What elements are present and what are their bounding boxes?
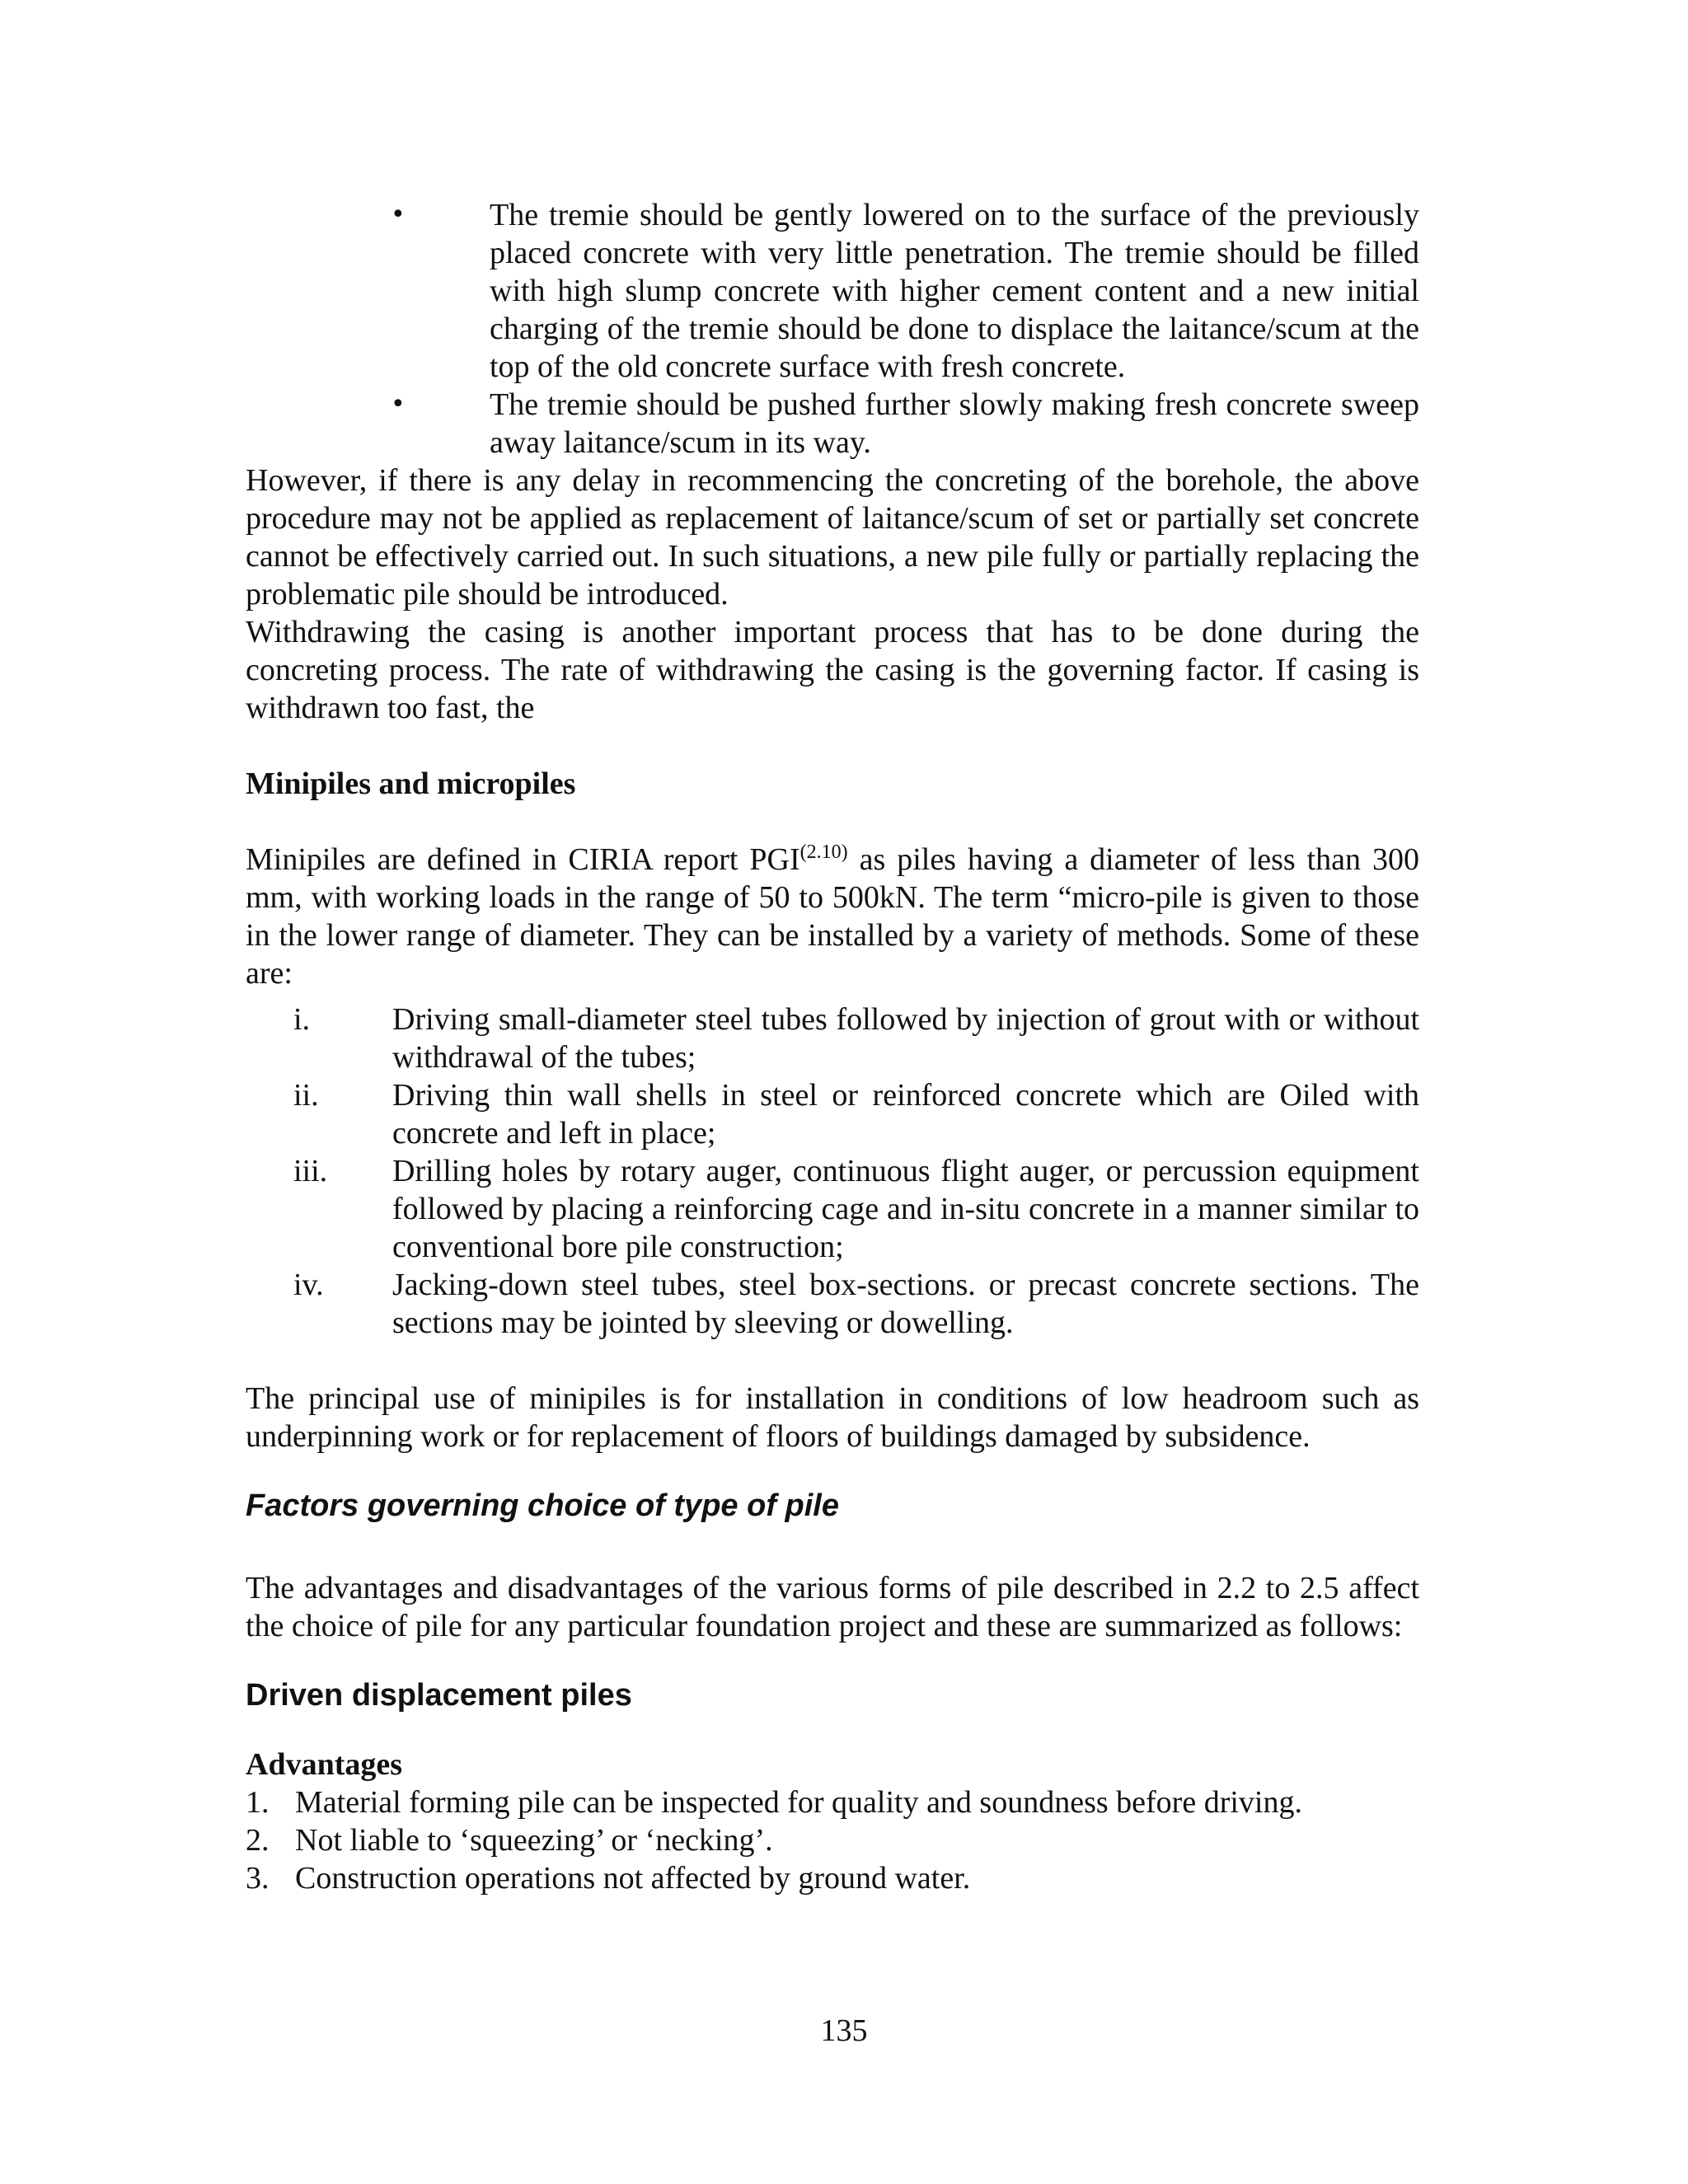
page-content	[246, 196, 1419, 1897]
list-item	[246, 1266, 1419, 1342]
advantages-list	[246, 1783, 1419, 1897]
list-marker: ii.	[293, 1078, 319, 1113]
list-item	[246, 1076, 1419, 1152]
paragraph-withdraw-casing: Withdrawing the casing is another important process that has to be done during the concreting process. The rate of withdrawing the casing is the governing factor. If casing is withdrawn too fast, the	[246, 615, 1419, 725]
installation-methods-list	[246, 1001, 1419, 1342]
bullet-icon: •	[391, 390, 406, 419]
heading-minipiles: Minipiles and micropiles	[246, 766, 576, 801]
page-number: 135	[820, 2013, 868, 2048]
list-item-text: Drilling holes by rotary auger, continuous flight auger, or percussion equipment followed by placing a reinforcing cage and in-situ concrete in a manner similar to conventional bore pile construction;	[392, 1154, 1419, 1264]
paragraph-delay: However, if there is any delay in recommencing the concreting of the borehole, the above procedure may not be applied as replacement of laitance/scum of set or partially set concrete cannot be effectively carried out. In such situations, a new pile fully or partially replacing the problematic pile should be introduced.	[246, 463, 1419, 612]
bullet-text: The tremie should be pushed further slowly making fresh concrete sweep away laitance/scum in its way.	[490, 387, 1419, 460]
list-item	[246, 1859, 1419, 1897]
list-marker: 2.	[246, 1823, 270, 1858]
list-item	[246, 1001, 1419, 1076]
paragraph-minipiles-intro	[246, 841, 1419, 992]
list-item	[246, 1152, 1419, 1266]
list-marker: 3.	[246, 1861, 270, 1896]
list-item-text: Not liable to ‘squeezing’ or ‘necking’.	[295, 1823, 773, 1858]
bullet-icon: •	[391, 200, 406, 229]
list-item-text: Driving thin wall shells in steel or reinforced concrete which are Oiled with concrete and left in place;	[392, 1078, 1419, 1151]
list-item-text: Material forming pile can be inspected for quality and soundness before driving.	[295, 1785, 1302, 1820]
heading-driven-displacement-piles: Driven displacement piles	[246, 1678, 632, 1713]
list-marker: iv.	[293, 1268, 324, 1302]
intro-text-after: as piles having a diameter of less than 300 mm, with working loads in the range of 50 to 500kN. The term “micro-pile is given to those in the lower range of diameter. They can be installed by a variety of methods. Some of these are:	[246, 842, 1419, 991]
list-item-text: Construction operations not affected by ground water.	[295, 1861, 971, 1896]
paragraph-factors: The advantages and disadvantages of the various forms of pile described in 2.2 to 2.5 affect the choice of pile for any particular foundation project and these are summarized as follows:	[246, 1571, 1419, 1643]
paragraph-principal-use: The principal use of minipiles is for installation in conditions of low headroom such as underpinning work or for replacement of floors of buildings damaged by subsidence.	[246, 1381, 1419, 1454]
list-item	[246, 1783, 1419, 1821]
bullet-item	[246, 196, 1419, 386]
list-marker: iii.	[293, 1154, 328, 1188]
heading-factors: Factors governing choice of type of pile	[246, 1488, 839, 1523]
tremie-bullet-list	[246, 196, 1419, 462]
list-item	[246, 1821, 1419, 1859]
list-marker: i.	[293, 1002, 311, 1037]
bullet-text: The tremie should be gently lowered on to the surface of the previously placed concrete with very little penetration. The tremie should be filled with high slump concrete with higher cement content and a new initial charging of the tremie should be done to displace the laitance/scum at the top of the old concrete surface with fresh concrete.	[490, 198, 1419, 384]
citation-superscript: (2.10)	[799, 841, 848, 863]
intro-text-before: Minipiles are defined in CIRIA report PGI	[246, 842, 800, 877]
bullet-item	[246, 386, 1419, 462]
list-marker: 1.	[246, 1785, 270, 1820]
list-item-text: Driving small-diameter steel tubes followed by injection of grout with or without withdrawal of the tubes;	[392, 1002, 1419, 1075]
list-item-text: Jacking-down steel tubes, steel box-sections. or precast concrete sections. The sections may be jointed by sleeving or dowelling.	[392, 1268, 1419, 1340]
heading-advantages: Advantages	[246, 1747, 403, 1782]
